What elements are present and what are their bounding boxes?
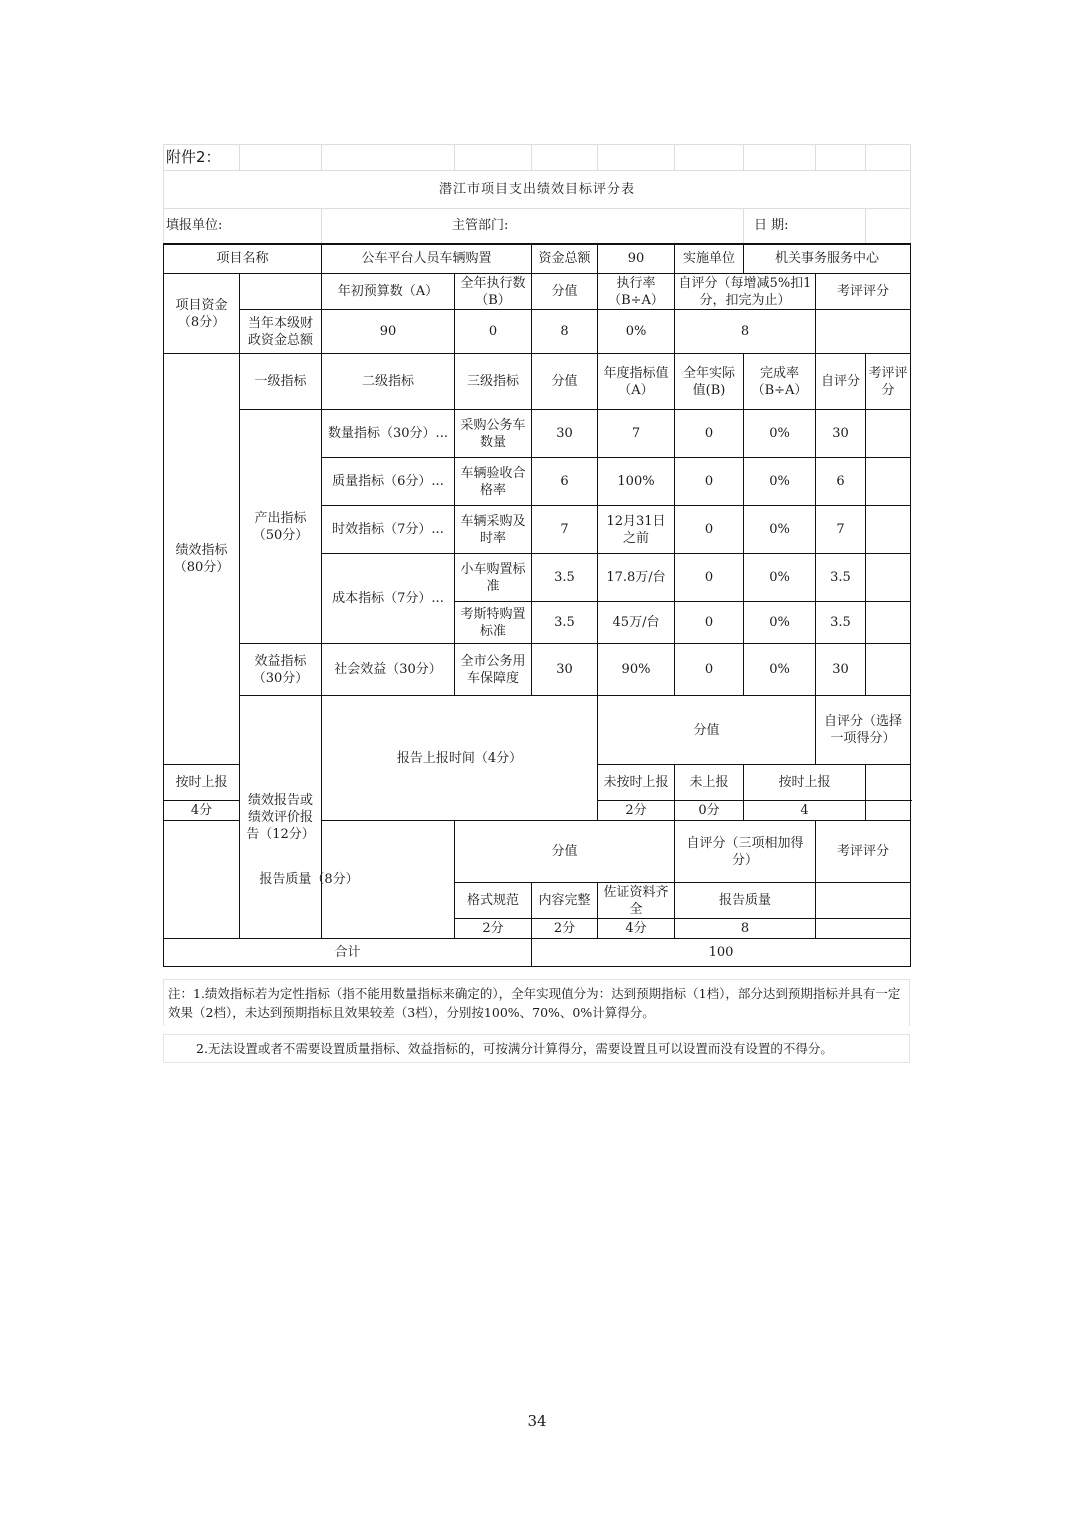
report-time-self-value: 4 (744, 801, 866, 821)
fund-total: 90 (598, 244, 675, 274)
report-quality-review-label: 考评评分 (816, 821, 911, 883)
perf-header-self: 自评分 (816, 354, 866, 410)
perf-rate: 0% (744, 458, 816, 506)
perf-score: 30 (532, 644, 598, 696)
report-quality-option: 佐证资料齐全 (598, 883, 675, 919)
fund-budget-value: 90 (322, 310, 455, 354)
perf-level2: 社会效益（30分） (322, 644, 455, 696)
fund-self-value: 8 (675, 310, 816, 354)
perf-review (866, 554, 911, 602)
perf-header-review: 考评评分 (866, 354, 911, 410)
perf-level2: 质量指标（6分）... (322, 458, 455, 506)
perf-level3: 全市公务用车保障度 (455, 644, 532, 696)
report-quality-option-score: 2分 (455, 919, 532, 939)
report-quality-option-score: 4分 (598, 919, 675, 939)
report-section-label: 绩效报告或绩效评价报告（12分） (240, 696, 322, 939)
perf-rate: 0% (744, 554, 816, 602)
perf-score: 7 (532, 506, 598, 554)
perf-score: 3.5 (532, 602, 598, 644)
fund-executed-value: 0 (455, 310, 532, 354)
impl-unit-label: 实施单位 (675, 244, 744, 274)
perf-target: 17.8万/台 (598, 554, 675, 602)
perf-level3: 车辆验收合格率 (455, 458, 532, 506)
report-quality-item: 报告质量 (675, 883, 816, 919)
report-quality-option-score: 2分 (532, 919, 598, 939)
report-time-self-label: 自评分（选择一项得分） (816, 696, 911, 765)
perf-score: 30 (532, 410, 598, 458)
fund-total-label: 资金总额 (532, 244, 598, 274)
note-1: 注：1.绩效指标若为定性指标（指不能用数量指标来确定的），全年实现值分为：达到预期指标（1档），部分达到预期指标并具有一定效果（2档），未达到预期指标且效果较差（3档），分别按100%、70%、0%计算得分。 (163, 979, 910, 1026)
perf-score: 6 (532, 458, 598, 506)
fill-unit-label: 填报单位: (164, 209, 322, 244)
report-quality-label: 报告质量（8分） (164, 821, 455, 939)
perf-actual: 0 (675, 506, 744, 554)
total-value: 100 (532, 939, 911, 967)
fund-header-executed: 全年执行数（B） (455, 274, 532, 310)
fund-header-self: 自评分（每增减5%扣1分，扣完为止） (675, 274, 816, 310)
score-table (163, 144, 911, 967)
score-sheet (163, 144, 910, 1063)
fill-dept-label: 主管部门: (322, 209, 744, 244)
report-time-option-score: 2分 (598, 801, 675, 821)
perf-level3: 小车购置标准 (455, 554, 532, 602)
perf-level2: 时效指标（7分）... (322, 506, 455, 554)
report-quality-option: 格式规范 (455, 883, 532, 919)
perf-header-actual: 全年实际值(B) (675, 354, 744, 410)
fund-score-value: 8 (532, 310, 598, 354)
perf-level2: 成本指标（7分）... (322, 554, 455, 644)
note-2: 2.无法设置或者不需要设置质量指标、效益指标的，可按满分计算得分，需要设置且可以设置而没有设置的不得分。 (163, 1034, 910, 1063)
perf-review (866, 410, 911, 458)
report-quality-score-label: 分值 (455, 821, 675, 883)
report-time-label: 报告上报时间（4分） (322, 696, 598, 821)
perf-rate: 0% (744, 602, 816, 644)
project-name-label: 项目名称 (164, 244, 322, 274)
page-title: 潜江市项目支出绩效目标评分表 (164, 171, 911, 209)
project-name: 公车平台人员车辆购置 (322, 244, 532, 274)
perf-rate: 0% (744, 410, 816, 458)
perf-target: 45万/台 (598, 602, 675, 644)
fund-row-label: 当年本级财政资金总额 (240, 310, 322, 354)
attachment-label: 附件2： (164, 145, 240, 171)
perf-rate: 0% (744, 506, 816, 554)
perf-section-label: 绩效指标（80分） (164, 354, 240, 765)
perf-actual: 0 (675, 554, 744, 602)
report-time-option: 未按时上报 (598, 765, 675, 801)
report-time-option: 按时上报 (164, 765, 240, 801)
report-time-score-label: 分值 (598, 696, 816, 765)
report-time-option-score: 4分 (164, 801, 240, 821)
perf-review (866, 602, 911, 644)
perf-self: 30 (816, 644, 866, 696)
report-quality-option: 内容完整 (532, 883, 598, 919)
report-quality-self-value: 8 (675, 919, 816, 939)
total-label: 合计 (164, 939, 532, 967)
fund-rate-value: 0% (598, 310, 675, 354)
perf-level3: 车辆采购及时率 (455, 506, 532, 554)
perf-review (866, 506, 911, 554)
perf-actual: 0 (675, 602, 744, 644)
perf-self: 6 (816, 458, 866, 506)
perf-level3: 考斯特购置标准 (455, 602, 532, 644)
perf-self: 3.5 (816, 602, 866, 644)
perf-header-level2: 二级指标 (322, 354, 455, 410)
perf-target: 7 (598, 410, 675, 458)
output-indicator-label: 产出指标（50分） (240, 410, 322, 644)
perf-review (866, 458, 911, 506)
perf-actual: 0 (675, 644, 744, 696)
benefit-indicator-label: 效益指标（30分） (240, 644, 322, 696)
perf-review (866, 644, 911, 696)
impl-unit: 机关事务服务中心 (744, 244, 911, 274)
perf-level3: 采购公务车数量 (455, 410, 532, 458)
fund-header-rate: 执行率（B÷A） (598, 274, 675, 310)
perf-header-target: 年度指标值（A） (598, 354, 675, 410)
perf-self: 30 (816, 410, 866, 458)
fill-date-label: 日 期: (744, 209, 866, 244)
perf-target: 90% (598, 644, 675, 696)
perf-header-rate: 完成率（B÷A） (744, 354, 816, 410)
perf-actual: 0 (675, 458, 744, 506)
fund-review-value (816, 310, 911, 354)
perf-header-score: 分值 (532, 354, 598, 410)
perf-header-level3: 三级指标 (455, 354, 532, 410)
fund-header-review: 考评评分 (816, 274, 911, 310)
perf-score: 3.5 (532, 554, 598, 602)
fund-header-score: 分值 (532, 274, 598, 310)
page-number: 34 (527, 1412, 547, 1430)
perf-actual: 0 (675, 410, 744, 458)
perf-header-level1: 一级指标 (240, 354, 322, 410)
report-time-option-score: 0分 (675, 801, 744, 821)
perf-rate: 0% (744, 644, 816, 696)
perf-target: 12月31日之前 (598, 506, 675, 554)
perf-self: 3.5 (816, 554, 866, 602)
fund-header-budget: 年初预算数（A） (322, 274, 455, 310)
report-time-selected: 按时上报 (744, 765, 866, 801)
perf-self: 7 (816, 506, 866, 554)
perf-target: 100% (598, 458, 675, 506)
report-time-option: 未上报 (675, 765, 744, 801)
fund-section-label: 项目资金（8分） (164, 274, 240, 354)
report-quality-self-label: 自评分（三项相加得分） (675, 821, 816, 883)
perf-level2: 数量指标（30分）... (322, 410, 455, 458)
